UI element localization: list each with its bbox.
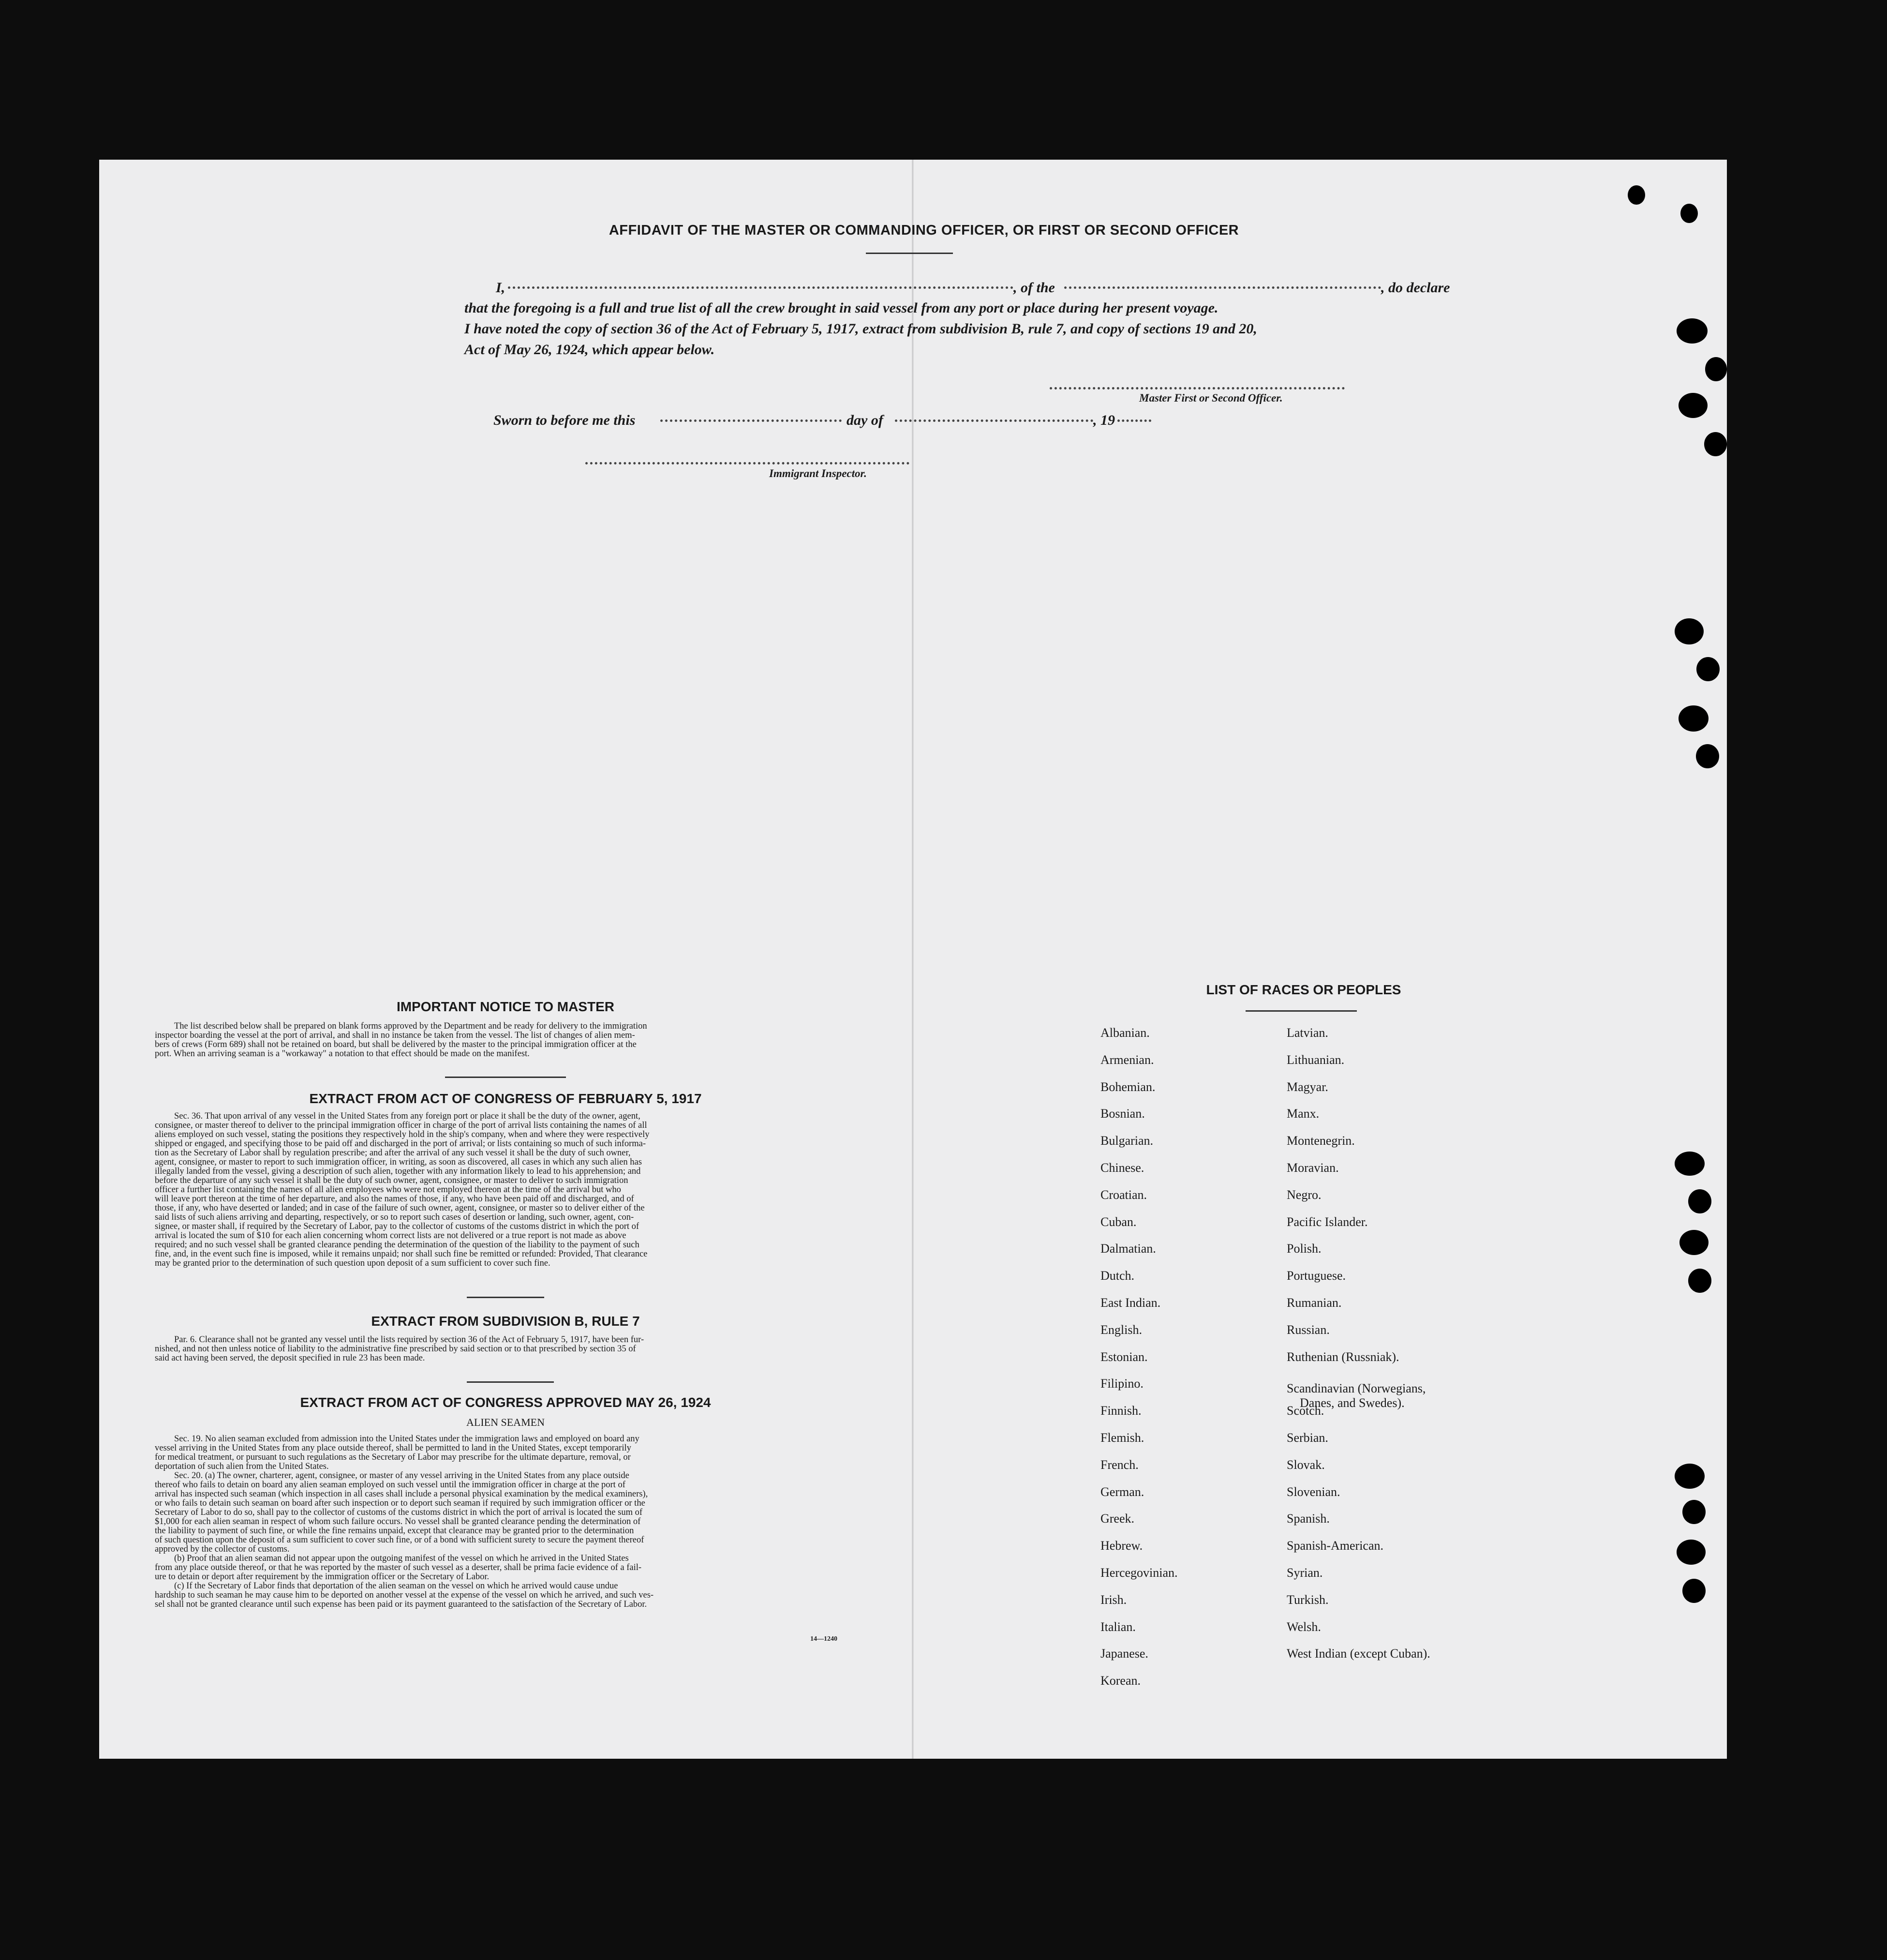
rule7-line: said act having been served, the deposit specified in rule 23 has been made. [155, 1353, 425, 1363]
race-item: Rumanian. [1287, 1296, 1342, 1310]
divider-1 [445, 1077, 566, 1078]
punch-hole [1688, 1189, 1711, 1213]
punch-hole [1682, 1579, 1706, 1603]
race-item: Russian. [1287, 1322, 1330, 1337]
race-item: Korean. [1100, 1674, 1141, 1688]
race-item: Dalmatian. [1100, 1242, 1156, 1256]
center-fold [912, 160, 914, 1759]
month-blank[interactable] [895, 419, 1093, 422]
race-item: German. [1100, 1484, 1144, 1499]
extract-line: from any place outside thereof, or that he was reported by the master of such vessel as a deserter, shall be prima facie evidence of a fail- [155, 1563, 642, 1572]
form-sheet [99, 160, 1727, 1759]
extract-line: illegally landed from the vessel, giving a description of such alien, together with any information likely to lead to his apprehension; and [155, 1167, 641, 1176]
form-number: 14—1240 [810, 1635, 837, 1643]
race-item: East Indian. [1100, 1296, 1161, 1310]
race-item: Welsh. [1287, 1619, 1321, 1634]
race-item: Magyar. [1287, 1079, 1328, 1094]
extract-line: or who fails to detain such seaman on board after such inspection or to deport such seaman if required by such immigration officer or the [155, 1498, 645, 1508]
extract-line: Sec. 36. That upon arrival of any vessel in the United States from any foreign port or place it shall be the duty of the owner, agent, [174, 1111, 640, 1121]
race-item: Bulgarian. [1100, 1134, 1154, 1148]
race-item: Slovenian. [1287, 1484, 1340, 1499]
extract-line: signee, or master shall, if required by the Secretary of Labor, pay to the collector of customs of the customs district in which the port of [155, 1222, 639, 1231]
extract-line: (c) If the Secretary of Labor finds that deportation of the alien seaman on the vessel on which he arrived would cause undue [174, 1581, 618, 1591]
extract-line: Sec. 20. (a) The owner, charterer, agent, consignee, or master of any vessel arriving in the United States from any place outside [174, 1471, 629, 1481]
race-item: Ruthenian (Russniak). [1287, 1349, 1399, 1364]
races-rule [1246, 1010, 1357, 1012]
punch-hole [1675, 1464, 1705, 1489]
extract-line: approved by the collector of customs. [155, 1544, 290, 1554]
race-item: Bohemian. [1100, 1079, 1156, 1094]
race-item: Syrian. [1287, 1566, 1323, 1580]
notice-title: IMPORTANT NOTICE TO MASTER [396, 999, 615, 1014]
sworn-text: Sworn to before me this [493, 412, 636, 428]
race-item: Pacific Islander. [1287, 1214, 1368, 1229]
extract-line: consignee, or master thereof to deliver to the principal immigration officer in charge of the port of arrival lists containing the names of all [155, 1121, 647, 1130]
race-item: Polish. [1287, 1242, 1322, 1256]
extract-line: officer a further list containing the names of all alien employees who were not employed thereon at the time of the arrival but who [155, 1185, 621, 1195]
year-blank[interactable] [1117, 419, 1151, 422]
affidavit-line-4: Act of May 26, 1924, which appear below. [464, 342, 715, 358]
race-item: Montenegrin. [1287, 1134, 1355, 1148]
race-item: Portuguese. [1287, 1269, 1346, 1283]
extract-line: aliens employed on such vessel, stating the positions they respectively hold in the ship's company, when and where they were respectively [155, 1130, 650, 1139]
races-title: LIST OF RACES OR PEOPLES [1206, 982, 1401, 997]
extract-line: thereof who fails to detain on board any alien seaman employed on such vessel until the immigration officer in charge at the port of [155, 1480, 625, 1490]
extract-1924-title: EXTRACT FROM ACT OF CONGRESS APPROVED MAY 26, 1924 [300, 1395, 711, 1410]
extract-line: ure to detain or deport after requirement by the immigration officer or the Secretary of Labor. [155, 1572, 490, 1582]
race-item: Danes, and Swedes). [1300, 1396, 1405, 1410]
extract-line: for medical treatment, or pursuant to such regulations as the Secretary of Labor may prescribe for the ultimate departure, removal, or [155, 1452, 631, 1462]
punch-hole [1704, 432, 1727, 456]
punch-hole [1679, 705, 1709, 732]
extract-line: tion as the Secretary of Labor shall by regulation prescribe; and after the arrival of any such vessel it shall be the duty of such owner, [155, 1148, 631, 1158]
inspector-signature-blank[interactable] [585, 462, 909, 464]
affidavit-of-the: , of the [1013, 280, 1055, 296]
punch-hole [1679, 393, 1708, 418]
race-item: Dutch. [1100, 1269, 1135, 1283]
affidavit-line-2: that the foregoing is a full and true list of all the crew brought in said vessel from any port or place during her present voyage. [464, 300, 1218, 316]
race-item: Bosnian. [1100, 1107, 1145, 1121]
extract-line: vessel arriving in the United States from any place outside thereof, shall be permitted to land in the United States, except temporarily [155, 1443, 631, 1453]
title-rule [866, 253, 953, 254]
extract-line: those, if any, who have deserted or landed; and in case of the failure of such owner, agent, consignee, or master so to deliver either of the [155, 1203, 645, 1213]
race-item: Estonian. [1100, 1349, 1148, 1364]
race-item: Negro. [1287, 1187, 1322, 1202]
notice-line: bers of crews (Form 689) shall not be retained on board, but shall be delivered by the master to the principal immigration officer at the [155, 1040, 637, 1049]
extract-line: of such question upon the deposit of a sum sufficient to cover such fine, or of a bond with sufficient surety to secure the payment thereof [155, 1535, 644, 1545]
race-item: Greek. [1100, 1511, 1135, 1526]
extract-1924-body [155, 1435, 851, 1609]
race-item: Flemish. [1100, 1431, 1144, 1445]
alien-seamen-subtitle: ALIEN SEAMEN [466, 1416, 545, 1428]
race-item: Latvian. [1287, 1026, 1328, 1040]
extract-line: $1,000 for each alien seaman in respect of whom such failure occurs. No vessel shall be granted clearance pending the determination of [155, 1517, 641, 1526]
race-item: Chinese. [1100, 1161, 1144, 1175]
race-item: Armenian. [1100, 1052, 1154, 1067]
race-item: Filipino. [1100, 1376, 1144, 1391]
extract-line: before the departure of any such vessel it shall be the duty of such owner, agent, consignee, or master to deliver to such immigration [155, 1176, 628, 1185]
extract-line: arrival is located the sum of $10 for each alien concerning whom correct lists are not delivered or a true report is not made as above [155, 1231, 626, 1241]
race-item: Slovak. [1287, 1457, 1325, 1472]
race-item: French. [1100, 1457, 1139, 1472]
extract-line: (b) Proof that an alien seaman did not appear upon the outgoing manifest of the vessel on which he arrived in the United States [174, 1554, 629, 1563]
race-item: West Indian (except Cuban). [1287, 1646, 1430, 1661]
extract-line: may be granted prior to the determination of such question upon deposit of a sum sufficient to cover such fine. [155, 1258, 550, 1268]
punch-hole [1677, 1540, 1706, 1565]
extract-line: agent, consignee, or master to report to such immigration officer, in writing, as soon as discovered, all cases in which any such alien has [155, 1157, 642, 1167]
extract-line: sel shall not be granted clearance until such expense has been paid or its payment guaranteed to the satisfaction of the Secretary of Labor. [155, 1600, 647, 1609]
notice-line: The list described below shall be prepared on blank forms approved by the Department and be ready for delivery to the immigration [174, 1021, 647, 1031]
race-item: Manx. [1287, 1107, 1320, 1121]
race-item: Croatian. [1100, 1187, 1147, 1202]
punch-hole [1677, 318, 1708, 344]
race-item: Japanese. [1100, 1646, 1148, 1661]
sworn-day-blank[interactable] [660, 419, 842, 422]
punch-hole [1679, 1230, 1709, 1255]
extract-1917-body [155, 1112, 851, 1268]
race-item: Italian. [1100, 1619, 1136, 1634]
divider-2 [467, 1297, 544, 1298]
divider-3 [467, 1381, 554, 1383]
punch-hole [1688, 1269, 1711, 1293]
punch-hole [1628, 185, 1645, 205]
race-item: Serbian. [1287, 1431, 1328, 1445]
race-item: Scotch. [1287, 1404, 1324, 1418]
master-label: Master First or Second Officer. [1139, 392, 1283, 404]
race-item: Lithuanian. [1287, 1052, 1345, 1067]
race-item: Irish. [1100, 1592, 1127, 1607]
rule7-body [155, 1335, 851, 1363]
master-signature-blank[interactable] [1050, 387, 1345, 389]
extract-1917-title: EXTRACT FROM ACT OF CONGRESS OF FEBRUARY 5, 1917 [309, 1091, 702, 1106]
extract-line: hardship to such seaman he may cause him to be deported on another vessel at the expense of the vessel on which he arrived, and such ves- [155, 1590, 654, 1600]
extract-line: said lists of such aliens arriving and departing, respectively, or so to report such cases of desertion or landing, such owner, agent, con- [155, 1212, 634, 1222]
extract-line: deportation of such alien from the United States. [155, 1462, 329, 1471]
race-item: Scandinavian (Norwegians, [1287, 1381, 1426, 1396]
race-item: English. [1100, 1322, 1142, 1337]
day-of-text: day of [847, 412, 883, 428]
vessel-blank[interactable] [1064, 286, 1381, 289]
notice-line: port. When an arriving seaman is a "workaway" a notation to that effect should be made on the manifest. [155, 1049, 530, 1059]
punch-hole [1696, 657, 1720, 681]
inspector-label: Immigrant Inspector. [769, 467, 867, 479]
extract-line: the liability to payment of such fine, or while the fine remains unpaid, except that clearance may be granted prior to the determination [155, 1526, 634, 1536]
punch-hole [1680, 204, 1698, 223]
race-item: Hercegovinian. [1100, 1566, 1178, 1580]
rule7-line: nished, and not then unless notice of liability to the administrative fine prescribed by said section or to that prescribed by section 35 of [155, 1344, 636, 1354]
extract-line: Sec. 19. No alien seaman excluded from admission into the United States under the immigration laws and employed on board any [174, 1434, 639, 1444]
name-blank[interactable] [508, 286, 1013, 289]
race-item: Finnish. [1100, 1404, 1142, 1418]
affidavit-line-3: I have noted the copy of section 36 of the Act of February 5, 1917, extract from subdivision B, rule 7, and copy of sections 19 and 20, [464, 321, 1257, 337]
punch-hole [1705, 357, 1727, 381]
race-item: Spanish-American. [1287, 1539, 1384, 1553]
race-item: Hebrew. [1100, 1539, 1143, 1553]
rule7-title: EXTRACT FROM SUBDIVISION B, RULE 7 [371, 1314, 640, 1329]
race-item: Spanish. [1287, 1511, 1330, 1526]
race-item: Albanian. [1100, 1026, 1150, 1040]
extract-line: will leave port thereon at the time of her departure, and also the names of those, if any, who have been paid off and discharged, and of [155, 1194, 634, 1204]
affidavit-declare: , do declare [1381, 280, 1450, 296]
affidavit-title: AFFIDAVIT OF THE MASTER OR COMMANDING OFFICER, OR FIRST OR SECOND OFFICER [609, 223, 1239, 238]
punch-hole [1675, 1152, 1705, 1176]
extract-line: arrival has inspected such seaman (which inspection in all cases shall include a personal physical examination by the medical examiners), [155, 1489, 648, 1499]
extract-line: fine, and, in the event such fine is imposed, while it remains unpaid; nor shall such fine be remitted or refunded: Provided, That clearance [155, 1249, 648, 1259]
punch-hole [1675, 618, 1704, 644]
race-item: Turkish. [1287, 1592, 1329, 1607]
extract-line: Secretary of Labor to do so, shall pay to the collector of customs of the customs district in which the port of arrival is located the sum of [155, 1508, 642, 1517]
punch-hole [1696, 744, 1719, 768]
rule7-line: Par. 6. Clearance shall not be granted any vessel until the lists required by section 36 of the Act of February 5, 1917, have been fur- [174, 1335, 644, 1345]
notice-line: inspector boarding the vessel at the port of arrival, and shall in no instance be taken from the vessel. The list of changes of alien mem- [155, 1031, 635, 1040]
affidavit-i: I, [496, 280, 505, 296]
punch-hole [1682, 1500, 1706, 1524]
extract-line: shipped or engaged, and specifying those to be paid off and discharged in the port of arrival; or lists containing so much of such informa- [155, 1139, 646, 1149]
race-item: Moravian. [1287, 1161, 1339, 1175]
notice-body [155, 1022, 851, 1059]
year-text: , 19 [1093, 412, 1115, 428]
extract-line: required; and no such vessel shall be granted clearance pending the determination of the question of the liability to the payment of such [155, 1240, 639, 1250]
race-item: Cuban. [1100, 1214, 1137, 1229]
